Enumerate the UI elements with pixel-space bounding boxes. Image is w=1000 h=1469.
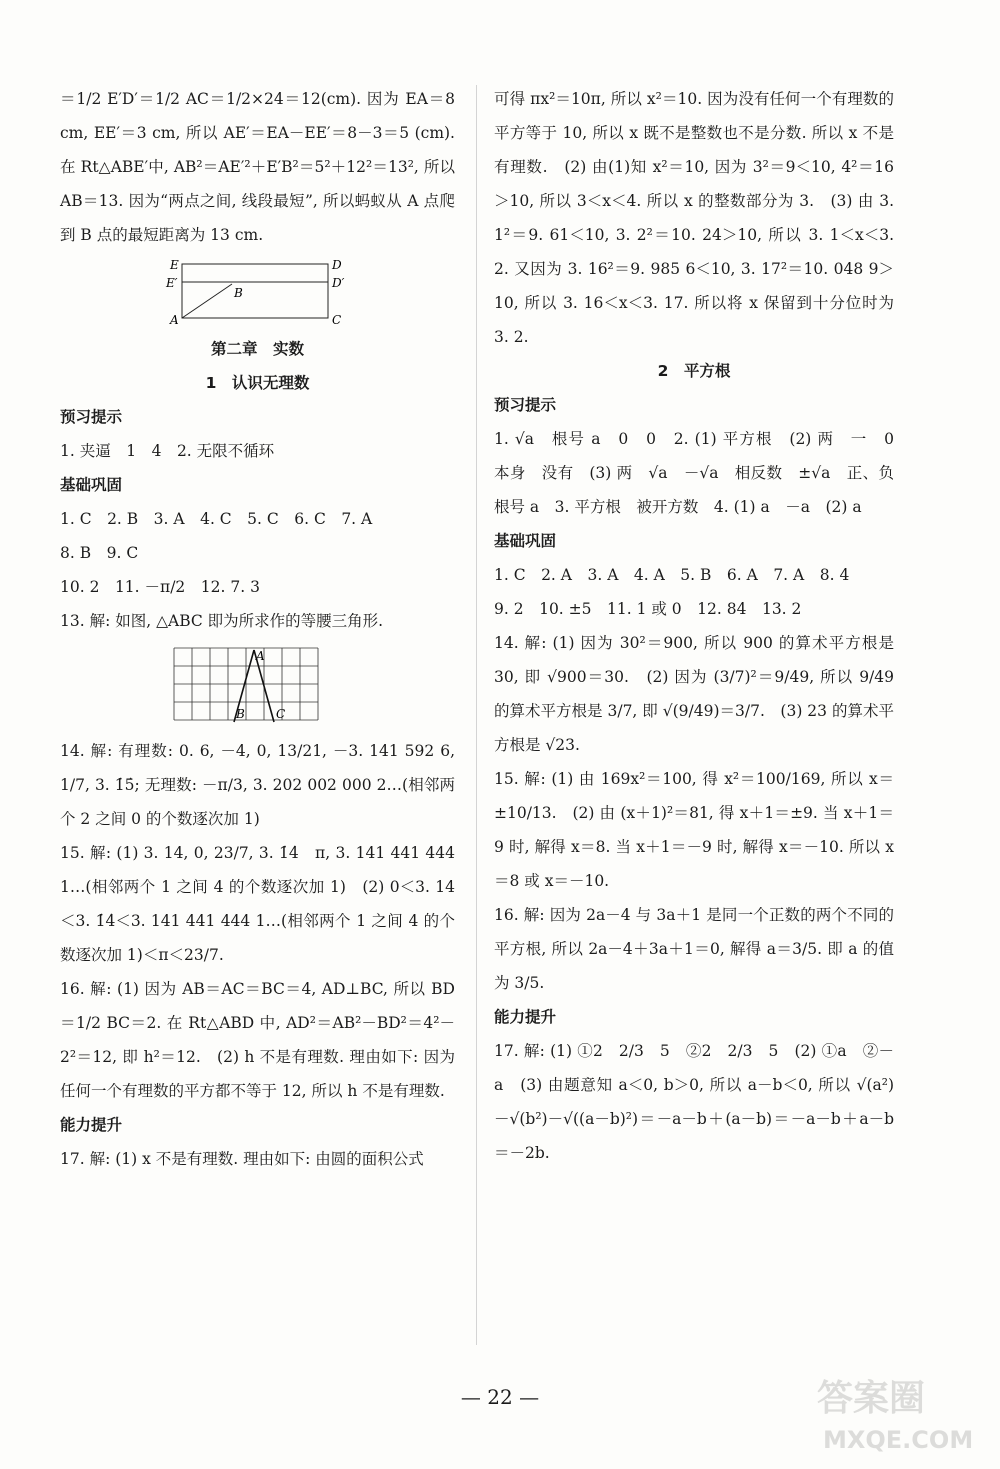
answer-text: 8. B 9. C bbox=[60, 544, 139, 562]
watermark-url: MXQE.COM bbox=[823, 1426, 974, 1454]
answer-text: 17. 解: (1) ①2 2/3 5 ②2 2/3 5 (2) ①a ②－a (3) 由题意知 a＜0, b＞0, 所以 a－b＜0, 所以 √(a²)－√(b²)－√((a－b)²)＝－a－b＋(a－b)＝－a－b＋a－b＝－2b. bbox=[494, 1042, 894, 1162]
chapter-title: 第二章 实数 bbox=[210, 340, 304, 358]
answer-text: 1. C 2. B 3. A 4. C 5. C 6. C 7. A bbox=[60, 510, 373, 528]
grid-label-C: C bbox=[276, 707, 286, 721]
left-column bbox=[60, 82, 455, 1176]
answer-text: 14. 解: 有理数: 0. 6, －4, 0, 13/21, －3. 141 592 6, 1/7, 3. 1̇5̇; 无理数: －π/3, 3. 202 002 000 2…(相邻两个 2 之间 0 的个数逐次加 1) bbox=[60, 742, 455, 828]
answer-text: 14. 解: (1) 因为 30²＝900, 所以 900 的算术平方根是 30, 即 √900＝30. (2) 因为 (3/7)²＝9/49, 所以 9/49 的算术平方根是 3/7, 即 √(9/49)＝3/7. (3) 23 的算术平方根是 √23. bbox=[494, 634, 894, 754]
rectangle-figure bbox=[160, 258, 360, 328]
answer-text: 13. 解: 如图, △ABC 即为所求作的等腰三角形. bbox=[60, 612, 384, 630]
answer-text: 16. 解: 因为 2a－4 与 3a＋1 是同一个正数的两个不同的平方根, 所以 2a－4＋3a＋1＝0, 解得 a＝3/5. 即 a 的值为 3/5. bbox=[494, 906, 894, 992]
answer-text: 1. 夹逼 1 4 2. 无限不循环 bbox=[60, 442, 275, 460]
section-heading: 能力提升 bbox=[60, 1116, 123, 1134]
answer-text: 可得 πx²＝10π, 所以 x²＝10. 因为没有任何一个有理数的平方等于 10, 所以 x 既不是整数也不是分数. 所以 x 不是有理数. (2) 由(1)知 x²＝10, 因为 3²＝9＜10, 4²＝16＞10, 所以 3＜x＜4. 所以 x 的整数部分为 3. (3) 由 3. 1²＝9. 61＜10, 3. 2²＝10. 24＞10, 所以 3. 1＜x＜3. 2. 又因为 3. 16²＝9. 985 6＜10, 3. 17²＝10. 048 9＞10, 所以 3. 16＜x＜3. 17. 所以将 x 保留到十分位时为 3. 2. bbox=[494, 90, 894, 346]
label-B: B bbox=[234, 286, 243, 300]
section-heading: 基础巩固 bbox=[60, 476, 123, 494]
column-divider bbox=[476, 85, 477, 1345]
grid-label-B: B bbox=[236, 707, 245, 721]
answer-text: 10. 2 11. －π/2 12. 7. 3 bbox=[60, 578, 260, 596]
page-number: — 22 — bbox=[460, 1385, 540, 1409]
section-heading: 预习提示 bbox=[60, 408, 123, 426]
answer-text: 15. 解: (1) 由 169x²＝100, 得 x²＝100/169, 所以 x＝±10/13. (2) 由 (x＋1)²＝81, 得 x＋1＝±9. 当 x＋1＝9 时, 解得 x＝8. 当 x＋1＝－9 时, 解得 x＝－10. 所以 x＝8 或 x＝－10. bbox=[494, 770, 894, 890]
label-C: C bbox=[332, 313, 342, 327]
answer-text: 1. √a 根号 a 0 0 2. (1) 平方根 (2) 两 一 0 本身 没有 (3) 两 √a －√a 相反数 ±√a 正、负根号 a 3. 平方根 被开方数 4. (1) a －a (2) a bbox=[494, 430, 910, 516]
chapter-title: 1 认识无理数 bbox=[205, 374, 310, 392]
label-D: D bbox=[332, 258, 342, 272]
right-column bbox=[494, 82, 910, 1170]
answer-text: 15. 解: (1) 3. 14, 0, 23/7, 3. 1̇4̇ π, 3. 141 441 444 1…(相邻两个 1 之间 4 的个数逐次加 1) (2) 0＜3. 14＜3. 1̇4̇＜3. 141 441 444 1…(相邻两个 1 之间 4 的个数逐次加 1)＜π＜23/7. bbox=[60, 844, 455, 964]
label-D-prime: D′ bbox=[332, 276, 345, 290]
section-heading: 能力提升 bbox=[494, 1008, 557, 1026]
answer-text: 1. C 2. A 3. A 4. A 5. B 6. A 7. A 8. 4 bbox=[494, 566, 850, 584]
answer-text: 16. 解: (1) 因为 AB＝AC＝BC＝4, AD⊥BC, 所以 BD＝1/2 BC＝2. 在 Rt△ABD 中, AD²＝AB²－BD²＝4²－2²＝12, 即 h²＝12. (2) h 不是有理数. 理由如下: 因为任何一个有理数的平方都不等于 12, 所以 h 不是有理数. bbox=[60, 980, 455, 1100]
watermark-text: 答案圈 bbox=[817, 1378, 926, 1419]
section-heading: 基础巩固 bbox=[494, 532, 557, 550]
chapter-title: 2 平方根 bbox=[657, 362, 731, 380]
answer-text: ＝1/2 E′D′＝1/2 AC＝1/2×24＝12(cm). 因为 EA＝8 cm, EE′＝3 cm, 所以 AE′＝EA－EE′＝8－3＝5 (cm). 在 Rt△ABE′中, AB²＝AE′²＋E′B²＝5²＋12²＝13², 所以 AB＝13. 因为“两点之间, 线段最短”, 所以蚂蚁从 A 点爬到 B 点的最短距离为 13 cm. bbox=[60, 90, 455, 244]
watermark-logo bbox=[809, 1364, 984, 1459]
label-E: E bbox=[170, 258, 179, 272]
grid-triangle-figure bbox=[60, 644, 455, 730]
answer-text: 9. 2 10. ±5 11. 1 或 0 12. 84 13. 2 bbox=[494, 600, 802, 618]
label-E-prime: E′ bbox=[166, 276, 178, 290]
answer-text: 17. 解: (1) x 不是有理数. 理由如下: 由圆的面积公式 bbox=[60, 1150, 424, 1168]
label-A: A bbox=[170, 313, 179, 327]
grid-label-A: A bbox=[256, 649, 265, 663]
section-heading: 预习提示 bbox=[494, 396, 557, 414]
